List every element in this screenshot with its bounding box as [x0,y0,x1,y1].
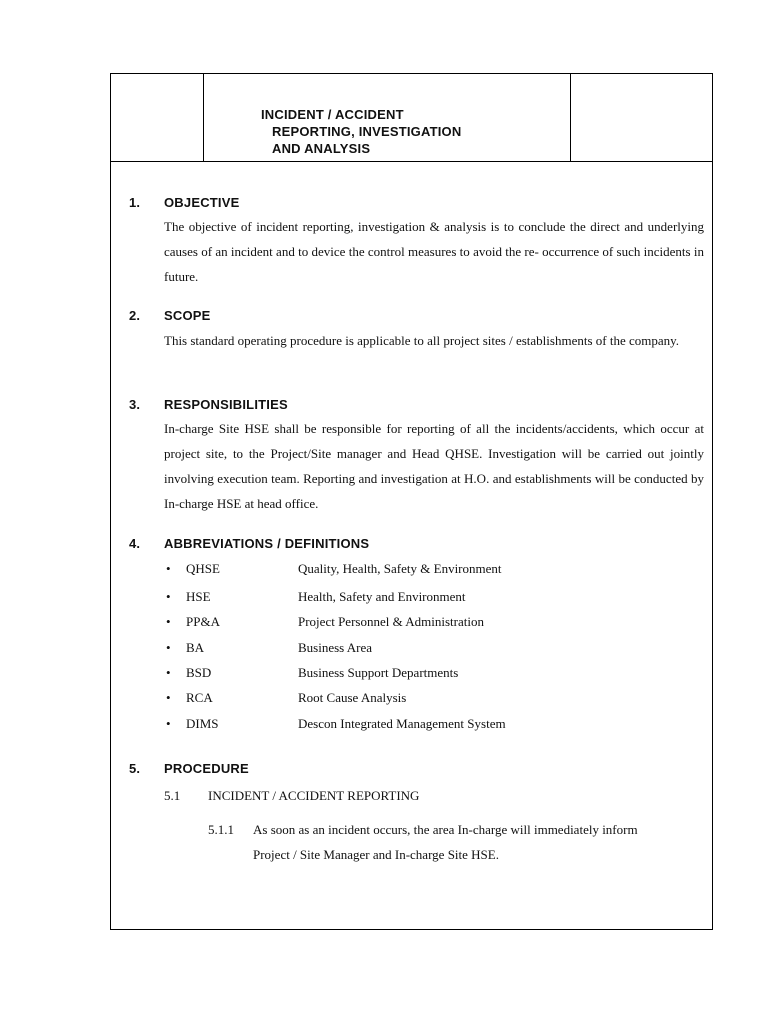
title-line-3: AND ANALYSIS [272,141,371,156]
title-line-2: REPORTING, INVESTIGATION [272,124,462,139]
section-title: OBJECTIVE [164,195,240,210]
bullet-icon: • [166,561,171,576]
section-title: PROCEDURE [164,761,249,776]
title-line-1: INCIDENT / ACCIDENT [261,107,404,122]
section-objective-body: The objective of incident reporting, investigation & analysis is to conclude the direct and underlying causes of an incident and to device the control measures to avoid the re- occurrence of such incidents in future. [164,219,704,284]
list-item [164,638,704,658]
document-title [261,106,461,157]
definition: Root Cause Analysis [298,690,407,705]
bullet-icon: • [166,589,171,604]
section-number: 5. [129,761,141,776]
section-number: 3. [129,397,141,412]
document-frame [110,73,713,930]
definition: Descon Integrated Management System [298,716,506,731]
definition: Project Personnel & Administration [298,614,484,629]
subsection-title: INCIDENT / ACCIDENT REPORTING [208,788,420,803]
section-title: SCOPE [164,308,211,323]
section-title: RESPONSIBILITIES [164,397,288,412]
definition: Quality, Health, Safety & Environment [298,561,502,576]
bullet-icon: • [166,690,171,705]
list-item [164,688,704,708]
header-info-cell [570,74,713,161]
abbreviation: RCA [186,690,213,705]
list-item [164,663,704,683]
list-item [164,612,704,632]
section-number: 4. [129,536,141,551]
list-item [164,714,704,734]
section-number: 1. [129,195,141,210]
abbreviation: PP&A [186,614,220,629]
definition: Health, Safety and Environment [298,589,466,604]
abbreviation: HSE [186,589,211,604]
header-logo-cell [111,74,204,161]
section-title: ABBREVIATIONS / DEFINITIONS [164,536,370,551]
document-header [111,74,712,162]
list-item [164,559,704,579]
item-number: 5.1.1 [208,822,234,837]
subsection-number: 5.1 [164,788,181,803]
list-item [164,587,704,607]
section-scope-body: This standard operating procedure is applicable to all project sites / establishments of the company. [164,333,680,348]
section-responsibilities-body: In-charge Site HSE shall be responsible for reporting of all the incidents/accidents, which occur at project site, to the Project/Site manager and Head QHSE. Investigation will be carried out jointly involving execution team. Reporting and investigation at H.O. and establishments will be conducted by In-charge HSE at head office. [164,421,704,511]
abbreviation: DIMS [186,716,219,731]
section-number: 2. [129,308,141,323]
abbreviation: BA [186,640,205,655]
bullet-icon: • [166,665,171,680]
abbreviation: QHSE [186,561,220,576]
abbreviation: BSD [186,665,212,680]
bullet-icon: • [166,716,171,731]
item-text: As soon as an incident occurs, the area In-charge will immediately inform Project / Site Manager and In-charge Site HSE. [253,822,638,862]
bullet-icon: • [166,614,171,629]
definition: Business Area [298,640,373,655]
bullet-icon: • [166,640,171,655]
definition: Business Support Departments [298,665,459,680]
